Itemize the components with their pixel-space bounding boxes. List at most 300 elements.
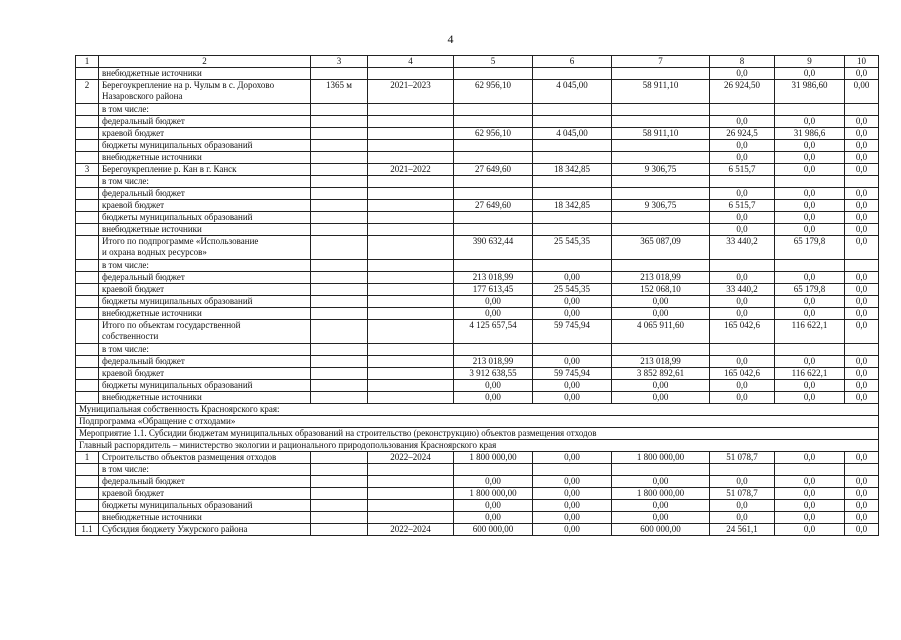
- year-value-cell: 0,0: [845, 200, 879, 212]
- total-cell: [454, 188, 533, 200]
- period-cell: [368, 368, 454, 380]
- value-cell: 0,00: [612, 308, 710, 320]
- year-value-cell: 0,0: [845, 236, 879, 260]
- value-cell: 18 342,85: [533, 164, 612, 176]
- row-number: [76, 296, 99, 308]
- value-cell: [533, 188, 612, 200]
- year-value-cell: 0,0: [845, 524, 879, 536]
- row-label: бюджеты муниципальных образований: [99, 500, 311, 512]
- table-row: [76, 464, 879, 476]
- year-value-cell: 0,0: [775, 272, 845, 284]
- row-number: [76, 284, 99, 296]
- row-number: 2: [76, 80, 99, 104]
- period-cell: [368, 116, 454, 128]
- value-cell: 0,00: [533, 272, 612, 284]
- value-cell: 0,00: [533, 452, 612, 464]
- value-cell: [533, 224, 612, 236]
- section-title: Главный распорядитель – министерство экологии и рационального природопользования Красноярского края: [76, 440, 879, 452]
- value-cell: [612, 104, 710, 116]
- value-cell: [533, 212, 612, 224]
- year-value-cell: 0,0: [845, 128, 879, 140]
- year-value-cell: 33 440,2: [710, 236, 775, 260]
- year-value-cell: 0,0: [775, 296, 845, 308]
- table-row: [76, 224, 879, 236]
- total-cell: 0,00: [454, 476, 533, 488]
- year-value-cell: 0,00: [845, 80, 879, 104]
- row-number: 3: [76, 164, 99, 176]
- quantity-cell: [311, 68, 368, 80]
- year-value-cell: [710, 344, 775, 356]
- total-cell: 213 018,99: [454, 356, 533, 368]
- quantity-cell: [311, 212, 368, 224]
- total-cell: [454, 344, 533, 356]
- row-label: федеральный бюджет: [99, 116, 311, 128]
- section-header-row: [76, 440, 879, 452]
- year-value-cell: 0,0: [845, 320, 879, 344]
- value-cell: 0,00: [533, 524, 612, 536]
- row-number: [76, 392, 99, 404]
- value-cell: [612, 68, 710, 80]
- year-value-cell: 0,0: [710, 512, 775, 524]
- table-row: [76, 164, 879, 176]
- section-header-row: [76, 404, 879, 416]
- row-number: [76, 200, 99, 212]
- total-cell: 177 613,45: [454, 284, 533, 296]
- table-row: [76, 524, 879, 536]
- year-value-cell: [845, 464, 879, 476]
- row-number: [76, 212, 99, 224]
- value-cell: [533, 68, 612, 80]
- quantity-cell: [311, 176, 368, 188]
- year-value-cell: 0,0: [710, 152, 775, 164]
- table-row: [76, 176, 879, 188]
- row-label: в том числе:: [99, 344, 311, 356]
- row-number: [76, 224, 99, 236]
- year-value-cell: 0,0: [845, 164, 879, 176]
- value-cell: [533, 176, 612, 188]
- value-cell: [533, 260, 612, 272]
- year-value-cell: 0,0: [775, 212, 845, 224]
- year-value-cell: 0,0: [845, 224, 879, 236]
- year-value-cell: 0,0: [775, 512, 845, 524]
- row-number: [76, 476, 99, 488]
- year-value-cell: [775, 176, 845, 188]
- quantity-cell: [311, 188, 368, 200]
- period-cell: [368, 68, 454, 80]
- value-cell: 0,00: [533, 500, 612, 512]
- value-cell: 58 911,10: [612, 80, 710, 104]
- total-cell: 0,00: [454, 512, 533, 524]
- row-number: [76, 308, 99, 320]
- total-cell: [454, 224, 533, 236]
- year-value-cell: 26 924,50: [710, 80, 775, 104]
- year-value-cell: 0,0: [845, 356, 879, 368]
- row-label: федеральный бюджет: [99, 188, 311, 200]
- total-cell: 390 632,44: [454, 236, 533, 260]
- row-label: Итого по объектам государственной собственности: [99, 320, 311, 344]
- year-value-cell: 0,0: [845, 188, 879, 200]
- period-cell: [368, 152, 454, 164]
- section-header-row: [76, 416, 879, 428]
- column-number-row: [76, 56, 879, 68]
- quantity-cell: [311, 272, 368, 284]
- year-value-cell: 0,0: [710, 140, 775, 152]
- row-label: внебюджетные источники: [99, 392, 311, 404]
- year-value-cell: 0,0: [845, 68, 879, 80]
- year-value-cell: 0,0: [845, 296, 879, 308]
- period-cell: [368, 356, 454, 368]
- year-value-cell: 0,0: [845, 392, 879, 404]
- column-header: 6: [533, 56, 612, 68]
- period-cell: [368, 212, 454, 224]
- year-value-cell: 0,0: [845, 476, 879, 488]
- value-cell: [533, 152, 612, 164]
- quantity-cell: [311, 380, 368, 392]
- period-cell: [368, 128, 454, 140]
- period-cell: [368, 284, 454, 296]
- value-cell: 0,00: [612, 380, 710, 392]
- total-cell: 4 125 657,54: [454, 320, 533, 344]
- total-cell: 0,00: [454, 500, 533, 512]
- total-cell: 3 912 638,55: [454, 368, 533, 380]
- row-number: [76, 500, 99, 512]
- row-label: краевой бюджет: [99, 368, 311, 380]
- row-number: [76, 68, 99, 80]
- quantity-cell: [311, 356, 368, 368]
- value-cell: [533, 344, 612, 356]
- value-cell: 9 306,75: [612, 200, 710, 212]
- period-cell: [368, 188, 454, 200]
- section-header-row: [76, 428, 879, 440]
- budget-table: [75, 55, 879, 536]
- value-cell: 0,00: [612, 296, 710, 308]
- total-cell: [454, 464, 533, 476]
- year-value-cell: 0,0: [775, 224, 845, 236]
- table-row: [76, 344, 879, 356]
- year-value-cell: 51 078,7: [710, 452, 775, 464]
- row-label: бюджеты муниципальных образований: [99, 380, 311, 392]
- table-row: [76, 272, 879, 284]
- table-row: [76, 140, 879, 152]
- row-label: краевой бюджет: [99, 200, 311, 212]
- year-value-cell: [710, 464, 775, 476]
- total-cell: [454, 104, 533, 116]
- year-value-cell: [710, 176, 775, 188]
- period-cell: 2021–2022: [368, 164, 454, 176]
- row-number: [76, 368, 99, 380]
- year-value-cell: 116 622,1: [775, 320, 845, 344]
- row-number: [76, 344, 99, 356]
- column-header: 4: [368, 56, 454, 68]
- total-cell: 600 000,00: [454, 524, 533, 536]
- year-value-cell: 165 042,6: [710, 368, 775, 380]
- year-value-cell: [775, 344, 845, 356]
- period-cell: [368, 260, 454, 272]
- period-cell: [368, 380, 454, 392]
- total-cell: [454, 260, 533, 272]
- year-value-cell: 0,0: [775, 524, 845, 536]
- year-value-cell: 0,0: [845, 212, 879, 224]
- row-label: бюджеты муниципальных образований: [99, 140, 311, 152]
- year-value-cell: [845, 260, 879, 272]
- year-value-cell: [775, 260, 845, 272]
- period-cell: [368, 272, 454, 284]
- year-value-cell: 0,0: [775, 380, 845, 392]
- year-value-cell: 0,0: [710, 500, 775, 512]
- period-cell: [368, 176, 454, 188]
- quantity-cell: [311, 488, 368, 500]
- row-label: краевой бюджет: [99, 284, 311, 296]
- total-cell: 27 649,60: [454, 164, 533, 176]
- row-label: в том числе:: [99, 464, 311, 476]
- total-cell: [454, 152, 533, 164]
- year-value-cell: 0,0: [775, 140, 845, 152]
- quantity-cell: 1365 м: [311, 80, 368, 104]
- row-label: бюджеты муниципальных образований: [99, 212, 311, 224]
- row-label: Субсидия бюджету Ужурского района: [99, 524, 311, 536]
- year-value-cell: 51 078,7: [710, 488, 775, 500]
- year-value-cell: 0,0: [710, 212, 775, 224]
- table-row: [76, 308, 879, 320]
- year-value-cell: [845, 104, 879, 116]
- value-cell: 59 745,94: [533, 368, 612, 380]
- year-value-cell: 6 515,7: [710, 200, 775, 212]
- year-value-cell: [710, 104, 775, 116]
- period-cell: [368, 200, 454, 212]
- row-number: [76, 104, 99, 116]
- quantity-cell: [311, 500, 368, 512]
- page-number: 4: [447, 32, 454, 46]
- year-value-cell: 0,0: [710, 272, 775, 284]
- section-title: Мероприятие 1.1. Субсидии бюджетам муниципальных образований на строительство (реконструкцию) объектов размещения отходов: [76, 428, 879, 440]
- table-row: [76, 380, 879, 392]
- value-cell: [612, 212, 710, 224]
- row-number: [76, 188, 99, 200]
- value-cell: 0,00: [612, 500, 710, 512]
- row-number: [76, 320, 99, 344]
- year-value-cell: 65 179,8: [775, 236, 845, 260]
- column-header: 7: [612, 56, 710, 68]
- row-number: 1: [76, 452, 99, 464]
- year-value-cell: [845, 176, 879, 188]
- value-cell: [612, 116, 710, 128]
- value-cell: 9 306,75: [612, 164, 710, 176]
- row-label: внебюджетные источники: [99, 224, 311, 236]
- year-value-cell: 0,0: [710, 380, 775, 392]
- quantity-cell: [311, 320, 368, 344]
- row-label: в том числе:: [99, 104, 311, 116]
- row-label: внебюджетные источники: [99, 512, 311, 524]
- table-row: [76, 260, 879, 272]
- total-cell: [454, 140, 533, 152]
- table-row: [76, 200, 879, 212]
- row-number: [76, 116, 99, 128]
- total-cell: [454, 212, 533, 224]
- year-value-cell: 0,0: [775, 188, 845, 200]
- table-row: [76, 188, 879, 200]
- value-cell: 58 911,10: [612, 128, 710, 140]
- year-value-cell: [775, 104, 845, 116]
- quantity-cell: [311, 524, 368, 536]
- total-cell: 213 018,99: [454, 272, 533, 284]
- period-cell: 2022–2024: [368, 452, 454, 464]
- year-value-cell: 0,0: [775, 500, 845, 512]
- total-cell: 0,00: [454, 308, 533, 320]
- row-label: бюджеты муниципальных образований: [99, 296, 311, 308]
- row-number: [76, 260, 99, 272]
- value-cell: 25 545,35: [533, 236, 612, 260]
- year-value-cell: 31 986,60: [775, 80, 845, 104]
- year-value-cell: 0,0: [775, 200, 845, 212]
- quantity-cell: [311, 236, 368, 260]
- period-cell: [368, 464, 454, 476]
- row-number: [76, 356, 99, 368]
- value-cell: 0,00: [533, 476, 612, 488]
- row-label: краевой бюджет: [99, 128, 311, 140]
- row-number: [76, 488, 99, 500]
- table-row: [76, 392, 879, 404]
- year-value-cell: 26 924,5: [710, 128, 775, 140]
- year-value-cell: 0,0: [710, 308, 775, 320]
- table-row: [76, 500, 879, 512]
- value-cell: 4 065 911,60: [612, 320, 710, 344]
- year-value-cell: 0,0: [845, 140, 879, 152]
- total-cell: [454, 176, 533, 188]
- column-header: 10: [845, 56, 879, 68]
- row-label: Берегоукрепление р. Кан в г. Канск: [99, 164, 311, 176]
- year-value-cell: 0,0: [775, 164, 845, 176]
- column-header: 9: [775, 56, 845, 68]
- table-row: [76, 68, 879, 80]
- row-label: Берегоукрепление на р. Чулым в с. Дорохово Назаровского района: [99, 80, 311, 104]
- value-cell: 152 068,10: [612, 284, 710, 296]
- value-cell: 0,00: [533, 488, 612, 500]
- row-label: Итого по подпрограмме «Использование и охрана водных ресурсов»: [99, 236, 311, 260]
- year-value-cell: 0,0: [775, 356, 845, 368]
- row-label: в том числе:: [99, 176, 311, 188]
- period-cell: [368, 296, 454, 308]
- value-cell: 0,00: [533, 380, 612, 392]
- total-cell: 62 956,10: [454, 128, 533, 140]
- quantity-cell: [311, 344, 368, 356]
- total-cell: [454, 116, 533, 128]
- row-label: внебюджетные источники: [99, 152, 311, 164]
- value-cell: 25 545,35: [533, 284, 612, 296]
- year-value-cell: 0,0: [845, 380, 879, 392]
- row-label: Строительство объектов размещения отходов: [99, 452, 311, 464]
- table-row: [76, 488, 879, 500]
- value-cell: [533, 464, 612, 476]
- period-cell: 2022–2024: [368, 524, 454, 536]
- year-value-cell: 0,0: [845, 284, 879, 296]
- value-cell: [612, 176, 710, 188]
- column-header: 5: [454, 56, 533, 68]
- value-cell: [533, 104, 612, 116]
- year-value-cell: 0,0: [710, 224, 775, 236]
- value-cell: 0,00: [612, 476, 710, 488]
- row-number: [76, 380, 99, 392]
- table-row: [76, 512, 879, 524]
- value-cell: [612, 260, 710, 272]
- quantity-cell: [311, 224, 368, 236]
- period-cell: [368, 476, 454, 488]
- quantity-cell: [311, 512, 368, 524]
- quantity-cell: [311, 296, 368, 308]
- period-cell: [368, 224, 454, 236]
- value-cell: 4 045,00: [533, 128, 612, 140]
- quantity-cell: [311, 452, 368, 464]
- value-cell: 0,00: [533, 356, 612, 368]
- period-cell: [368, 320, 454, 344]
- period-cell: [368, 308, 454, 320]
- row-label: в том числе:: [99, 260, 311, 272]
- quantity-cell: [311, 128, 368, 140]
- quantity-cell: [311, 140, 368, 152]
- year-value-cell: 65 179,8: [775, 284, 845, 296]
- table-row: [76, 104, 879, 116]
- period-cell: [368, 104, 454, 116]
- table-row: [76, 368, 879, 380]
- table-row: [76, 296, 879, 308]
- total-cell: 62 956,10: [454, 80, 533, 104]
- year-value-cell: 0,0: [845, 152, 879, 164]
- year-value-cell: [710, 260, 775, 272]
- year-value-cell: 0,0: [710, 68, 775, 80]
- period-cell: [368, 140, 454, 152]
- year-value-cell: [845, 344, 879, 356]
- value-cell: 18 342,85: [533, 200, 612, 212]
- row-label: внебюджетные источники: [99, 68, 311, 80]
- year-value-cell: 0,0: [845, 308, 879, 320]
- period-cell: 2021–2023: [368, 80, 454, 104]
- row-label: федеральный бюджет: [99, 272, 311, 284]
- total-cell: 1 800 000,00: [454, 452, 533, 464]
- year-value-cell: 0,0: [710, 392, 775, 404]
- value-cell: 0,00: [533, 392, 612, 404]
- value-cell: 0,00: [612, 512, 710, 524]
- year-value-cell: 0,0: [845, 368, 879, 380]
- quantity-cell: [311, 464, 368, 476]
- year-value-cell: [775, 464, 845, 476]
- year-value-cell: 33 440,2: [710, 284, 775, 296]
- quantity-cell: [311, 152, 368, 164]
- table-row: [76, 152, 879, 164]
- value-cell: 0,00: [533, 308, 612, 320]
- year-value-cell: 0,0: [845, 500, 879, 512]
- row-number: [76, 140, 99, 152]
- row-label: внебюджетные источники: [99, 308, 311, 320]
- table-row: [76, 284, 879, 296]
- value-cell: [612, 140, 710, 152]
- table-row: [76, 236, 879, 260]
- year-value-cell: 0,0: [775, 308, 845, 320]
- year-value-cell: 0,0: [710, 356, 775, 368]
- period-cell: [368, 488, 454, 500]
- table-row: [76, 128, 879, 140]
- period-cell: [368, 236, 454, 260]
- year-value-cell: 0,0: [845, 488, 879, 500]
- year-value-cell: 0,0: [775, 488, 845, 500]
- total-cell: 27 649,60: [454, 200, 533, 212]
- column-header: 2: [99, 56, 311, 68]
- period-cell: [368, 500, 454, 512]
- value-cell: 213 018,99: [612, 272, 710, 284]
- value-cell: 3 852 892,61: [612, 368, 710, 380]
- value-cell: [612, 152, 710, 164]
- period-cell: [368, 392, 454, 404]
- table-row: [76, 452, 879, 464]
- year-value-cell: 0,0: [775, 392, 845, 404]
